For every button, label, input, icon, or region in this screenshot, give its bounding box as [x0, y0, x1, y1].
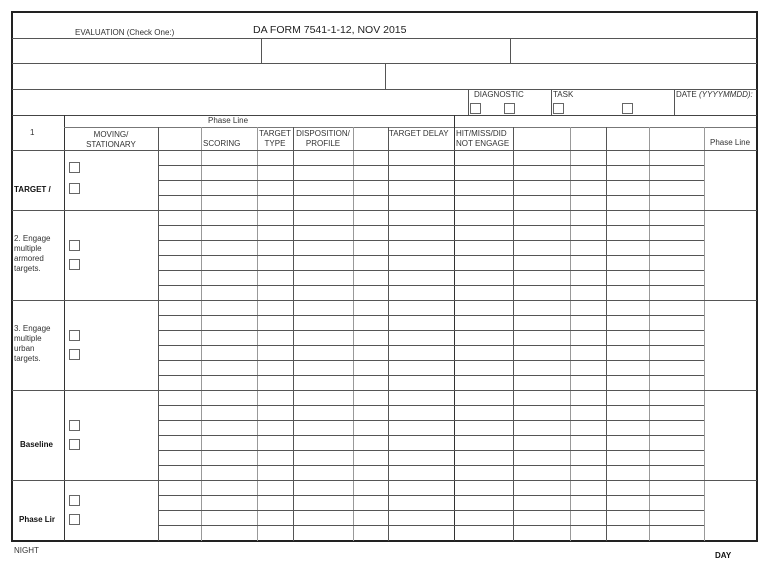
- diagnostic-label: DIAGNOSTIC: [474, 90, 524, 99]
- col-disposition-profile: [293, 129, 353, 149]
- col-profile-label: PROFILE: [305, 139, 341, 148]
- footer-day: DAY: [715, 551, 732, 560]
- header-field-5[interactable]: [386, 64, 756, 88]
- date-label: [676, 90, 753, 100]
- col-hit-miss: [456, 129, 509, 149]
- section-3-moving-checkbox[interactable]: [69, 330, 80, 341]
- evaluation-label: EVALUATION (Check One:): [75, 28, 175, 37]
- header-field-4[interactable]: [13, 64, 385, 88]
- diagnostic-checkbox-2[interactable]: [504, 103, 515, 114]
- col-not-engage-label: NOT ENGAGE: [456, 139, 510, 148]
- date-format-hint: (YYYYMMDD):: [698, 90, 753, 99]
- col-phase-line-right: Phase Line: [710, 138, 751, 147]
- section-1-moving-checkbox[interactable]: [69, 162, 80, 173]
- header-field-2[interactable]: [262, 39, 510, 63]
- section-5-moving-checkbox[interactable]: [69, 495, 80, 506]
- col-target-type: [257, 129, 293, 149]
- task-checkbox-2[interactable]: [622, 103, 633, 114]
- section-4-stationary-checkbox[interactable]: [69, 439, 80, 450]
- task-label: TASK: [553, 90, 574, 99]
- section-2-stationary-checkbox[interactable]: [69, 259, 80, 270]
- row-number: 1: [30, 128, 35, 137]
- section-label-armored: 2. Engage multiple armored targets.: [14, 234, 51, 273]
- header-field-3[interactable]: [511, 39, 756, 63]
- section-label-baseline: Baseline: [20, 440, 53, 449]
- section-label-target: TARGET /: [14, 185, 51, 194]
- section-3-stationary-checkbox[interactable]: [69, 349, 80, 360]
- task-checkbox-1[interactable]: [553, 103, 564, 114]
- col-moving-stationary: [64, 130, 158, 150]
- section-1-stationary-checkbox[interactable]: [69, 183, 80, 194]
- col-type-label: TYPE: [264, 139, 286, 148]
- col-target-delay: TARGET DELAY: [389, 129, 449, 138]
- col-target-label: TARGET: [259, 129, 291, 138]
- col-disposition-label: DISPOSITION/: [296, 129, 350, 138]
- section-label-urban: 3. Engage multiple urban targets.: [14, 324, 51, 363]
- footer-night: NIGHT: [14, 546, 39, 555]
- form-title: DA FORM 7541-1-12, NOV 2015: [253, 24, 407, 36]
- date-input[interactable]: [676, 101, 756, 114]
- date-label-text: DATE: [676, 90, 697, 99]
- section-label-phase-line: Phase Lir: [19, 515, 56, 524]
- col-scoring: SCORING: [203, 139, 241, 148]
- col-stationary-label: STATIONARY: [86, 140, 136, 149]
- section-2-moving-checkbox[interactable]: [69, 240, 80, 251]
- header-field-1[interactable]: [13, 39, 261, 63]
- section-4-moving-checkbox[interactable]: [69, 420, 80, 431]
- phase-line-header: Phase Line: [208, 116, 249, 125]
- section-5-stationary-checkbox[interactable]: [69, 514, 80, 525]
- col-moving-label: MOVING/: [93, 130, 129, 139]
- col-hit-miss-label: HIT/MISS/DID: [456, 129, 507, 138]
- header-field-6[interactable]: [13, 90, 468, 114]
- diagnostic-checkbox-1[interactable]: [470, 103, 481, 114]
